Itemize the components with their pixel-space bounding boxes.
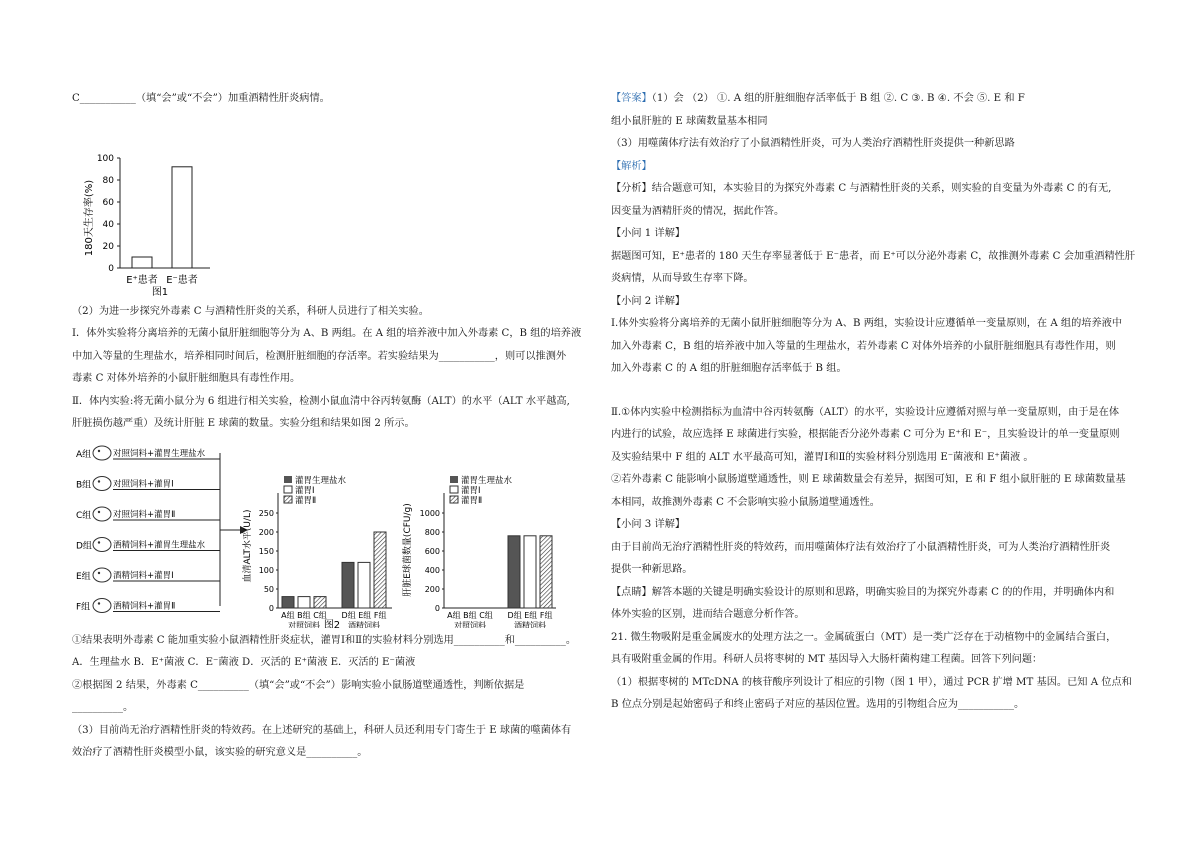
question-line: 效治疗了酒精性肝炎模型小鼠，该实验的研究意义是__________。 bbox=[72, 747, 368, 758]
tick-label: 100 bbox=[258, 565, 274, 575]
group-label: E组 bbox=[76, 571, 91, 582]
mouse-eye-icon bbox=[98, 480, 100, 482]
question-line: 肝脏损伤越严重）及统计肝脏 E 球菌的数量。实验分组和结果如图 2 所示。 bbox=[72, 418, 415, 429]
comment-line bbox=[611, 582, 1139, 605]
legend-label-saline: 灌胃生理盐水 bbox=[461, 475, 513, 486]
mouse-icon bbox=[93, 446, 111, 460]
tick-label: 0 bbox=[434, 603, 440, 613]
group-label: A组 bbox=[76, 449, 92, 460]
mouse-eye-icon bbox=[98, 602, 100, 604]
group-treatment: 对照饲料+灌胃Ⅱ bbox=[113, 509, 176, 520]
analysis-line: 【分析】结合题意可知，本实验目的为探究外毒素 C 与酒精性肝炎的关系，则实验的自变量为外毒素 C 的有无, bbox=[611, 183, 1112, 194]
left-column bbox=[72, 88, 597, 765]
analysis-line: 及实验结果中 F 组的 ALT 水平最高可知，灌胃Ⅰ和Ⅱ的实验材料分别选用 E⁻菌液和 E⁺菌液 。 bbox=[611, 451, 1034, 463]
figure-2-caption: 图2 bbox=[323, 619, 341, 628]
question-line: ①结果表明外毒素 C 能加重实验小鼠酒精性肝炎症状，灌胃Ⅰ和Ⅱ的实验材料分别选用__________和__________。 bbox=[72, 634, 577, 646]
answer-line bbox=[611, 88, 1139, 111]
figure-1-ylabel: 180天生存率(%) bbox=[84, 179, 95, 256]
figure-1-bar bbox=[132, 257, 152, 268]
tick-label: 800 bbox=[424, 527, 440, 537]
alt-xgrp-1: 对照饲料 bbox=[288, 620, 320, 628]
question-line: ②根据图 2 结果，外毒素 C__________（填“会”或“不会”）影响实验小鼠肠道壁通透性，判断依据是 bbox=[72, 679, 525, 691]
figure-2-bar bbox=[524, 535, 536, 607]
figure-2-bar bbox=[540, 535, 552, 607]
group-treatment: 酒精饲料+灌胃Ⅰ bbox=[113, 570, 174, 581]
question-line: 中加入等量的生理盐水，培养相同时间后，检测肝脏细胞的存活率。若实验结果为___________，则可以推测外 bbox=[72, 350, 567, 362]
group-treatment: 对照饲料+灌胃生理盐水 bbox=[113, 448, 206, 459]
question-line: I．体外实验将分离培养的无菌小鼠肝脏细胞等分为 A、B 两组。在 A 组的培养液中加入外毒素 C，B 组的培养液 bbox=[72, 328, 582, 339]
question-line: （3）目前尚无治疗酒精性肝炎的特效药。在上述研究的基础上，科研人员还利用专门寄生于 E 球菌的噬菌体有 bbox=[72, 724, 572, 736]
figure-2-bar bbox=[374, 532, 386, 608]
analysis-line: 由于目前尚无治疗酒精性肝炎的特效药，而用噬菌体疗法有效治疗了小鼠酒精性肝炎，可为人类治疗酒精性肝炎 bbox=[611, 541, 1111, 553]
comment-text: 解答本题的关键是明确实验设计的原则和思路，明确实验目的为探究外毒素 C 的的作用，并明确体内和 bbox=[651, 586, 1115, 598]
mouse-eye-icon bbox=[98, 510, 100, 512]
question-line: 毒素 C 对体外培养的小鼠肝脏细胞具有毒性作用。 bbox=[72, 373, 301, 384]
analysis-line: ②若外毒素 C 能影响小鼠肠道壁通透性，则 E 球菌数量会有差异，据图可知，E 和 F 组小鼠肝脏的 E 球菌数量基 bbox=[611, 474, 1126, 485]
legend-swatch-saline bbox=[450, 476, 458, 483]
e-legend bbox=[450, 475, 513, 506]
analysis-line: 本相同，故推测外毒素 C 不会影响实验小鼠肠道壁通透性。 bbox=[611, 496, 880, 508]
legend-swatch-saline bbox=[284, 476, 292, 483]
group-treatment: 对照饲料+灌胃Ⅰ bbox=[113, 479, 174, 489]
tick-label: 0 bbox=[268, 603, 274, 613]
analysis-line: 提供一种新思路。 bbox=[611, 564, 693, 575]
tick-label: 200 bbox=[424, 584, 440, 594]
figure-1-tick-label: 100 bbox=[96, 153, 114, 164]
figure-1-tick-label: 60 bbox=[102, 197, 114, 208]
mouse-eye-icon bbox=[98, 571, 100, 573]
figure-2-alt-ylabel: 血清ALT水平(U/L) bbox=[243, 508, 253, 583]
alt-xgrp-2: 酒精饲料 bbox=[348, 620, 380, 628]
question-line: C___________（填“会”或“不会”）加重酒精性肝炎病情。 bbox=[72, 93, 330, 104]
group-label: C组 bbox=[76, 510, 92, 521]
answer-tag: 【答案】 bbox=[611, 93, 652, 104]
question-line: Ⅱ．体内实验:将无菌小鼠分为 6 组进行相关实验，检测小鼠血清中谷丙转氨酶（ALT）的水平（ALT 水平越高, bbox=[72, 395, 570, 407]
legend-swatch-I bbox=[450, 486, 458, 493]
tick-label: 50 bbox=[263, 584, 274, 594]
legend-label-saline: 灌胃生理盐水 bbox=[295, 475, 347, 486]
analysis-line: 因变量为酒精肝炎的情况，据此作答。 bbox=[611, 205, 785, 217]
legend-swatch-II bbox=[450, 496, 458, 503]
figure-2-bar bbox=[342, 562, 354, 608]
figure-1-chart bbox=[72, 113, 272, 301]
figure-2-diagram bbox=[72, 438, 592, 628]
comment-tag: 【点睛】 bbox=[611, 586, 652, 598]
figure-1-caption: 图1 bbox=[151, 286, 169, 298]
figure-2-e-ylabel: 肝脏E球菌数量(CFU/g) bbox=[403, 502, 413, 597]
figure-2-bar bbox=[358, 562, 370, 608]
right-column bbox=[611, 88, 1139, 717]
analysis-tag: 【解析】 bbox=[611, 160, 652, 172]
analysis-line: 内进行的试验，故应选择 E 球菌进行实验，根据能否分泌外毒素 C 可分为 E⁺和 E⁻，且实验设计的单一变量原则 bbox=[611, 429, 1120, 440]
analysis-line: 加入外毒素 C，B 组的培养液中加入等量的生理盐水，若外毒素 C 对体外培养的小鼠肝脏细胞具有毒性作用，则 bbox=[611, 340, 1116, 352]
figure-1-tick-label: 0 bbox=[108, 263, 114, 274]
legend-label-I: 灌胃Ⅰ bbox=[295, 485, 315, 496]
group-treatment: 酒精饲料+灌胃生理盐水 bbox=[113, 540, 206, 550]
analysis-line: 据题图可知，E⁺患者的 180 天生存率显著低于 E⁻患者，而 E⁺可以分泌外毒素 C，故推测外毒素 C 会加重酒精性肝 bbox=[611, 250, 1136, 262]
tick-label: 600 bbox=[424, 546, 440, 556]
analysis-line: Ⅰ.体外实验将分离培养的无菌小鼠肝脏细胞等分为 A、B 两组，实验设计应遵循单一变量原则，在 A 组的培养液中 bbox=[611, 318, 1123, 329]
alt-xcat-2: D组 E组 F组 bbox=[341, 610, 387, 620]
legend-swatch-II bbox=[284, 496, 292, 503]
question-line: 具有吸附重金属的作用。科研人员将枣树的 MT 基因导入大肠杆菌构建工程菌。回答下列问题： bbox=[611, 654, 1043, 665]
section-heading: 【小问 2 详解】 bbox=[611, 295, 686, 307]
legend-swatch-I bbox=[284, 486, 292, 493]
tick-label: 150 bbox=[258, 546, 274, 556]
e-xcat-2: D组 E组 F组 bbox=[507, 610, 553, 620]
tick-label: 400 bbox=[424, 565, 440, 575]
answer-text: （1）会 （2） ①. A 组的肝脏细胞存活率低于 B 组 ②. C ③. B ④. 不会 ⑤. E 和 F bbox=[651, 93, 1025, 104]
e-xgrp-1: 对照饲料 bbox=[454, 620, 486, 628]
figure-1 bbox=[72, 113, 272, 301]
group-label: B组 bbox=[76, 480, 92, 490]
question-line: 21. 微生物吸附是重金属废水的处理方法之一。金属硫蛋白（MT）是一类广泛存在于动植物中的金属结合蛋白， bbox=[611, 631, 1117, 643]
figure-1-tick-label: 20 bbox=[102, 241, 114, 252]
mouse-icon bbox=[93, 507, 111, 521]
analysis-line: 炎病情，从而导致生存率下降。 bbox=[611, 273, 754, 284]
figure-1-category-1: E⁺患者 bbox=[126, 274, 158, 286]
figure-1-category-2: E⁻患者 bbox=[166, 274, 198, 286]
question-line: （1）根据枣树的 MTcDNA 的核苷酸序列设计了相应的引物（图 1 甲），通过 PCR 扩增 MT 基因。已知 A 位点和 bbox=[611, 676, 1132, 688]
figure-2 bbox=[72, 438, 592, 628]
legend-label-I: 灌胃Ⅰ bbox=[461, 485, 481, 496]
mouse-icon bbox=[93, 476, 111, 490]
mouse-icon bbox=[93, 598, 111, 612]
analysis-line: 加入外毒素 C 的 A 组的肝脏细胞存活率低于 B 组。 bbox=[611, 363, 847, 374]
figure-2-bar bbox=[282, 596, 294, 607]
tick-label: 1000 bbox=[419, 508, 440, 518]
question-line: __________。 bbox=[72, 702, 134, 713]
figure-2-bar bbox=[298, 596, 310, 607]
section-heading: 【小问 1 详解】 bbox=[611, 228, 686, 239]
group-label: D组 bbox=[76, 541, 92, 551]
tick-label: 200 bbox=[258, 527, 274, 537]
figure-1-bar bbox=[172, 166, 192, 267]
question-line: B 位点分别是起始密码子和终止密码子对应的基因位置。选用的引物组合应为___________。 bbox=[611, 699, 1025, 710]
group-label: F组 bbox=[76, 602, 91, 612]
mouse-eye-icon bbox=[98, 449, 100, 451]
alt-xcat-1: A组 B组 C组 bbox=[281, 610, 327, 620]
question-options: A．生理盐水 B．E⁺菌液 C．E⁻菌液 D．灭活的 E⁺菌液 E．灭活的 E⁻菌液 bbox=[72, 657, 416, 668]
mouse-eye-icon bbox=[98, 541, 100, 543]
mouse-icon bbox=[93, 537, 111, 551]
e-xgrp-2: 酒精饲料 bbox=[514, 620, 546, 628]
section-heading: 【小问 3 详解】 bbox=[611, 519, 686, 530]
legend-label-II: 灌胃Ⅱ bbox=[461, 495, 483, 506]
figure-1-tick-label: 40 bbox=[102, 219, 114, 230]
figure-1-tick-label: 80 bbox=[102, 175, 114, 186]
answer-line: 组小鼠肝脏的 E 球菌数量基本相同 bbox=[611, 115, 768, 127]
figure-2-bar bbox=[314, 596, 326, 607]
tick-label: 250 bbox=[258, 508, 274, 518]
analysis-line: Ⅱ.①体内实验中检测指标为血清中谷丙转氨酶（ALT）的水平，实验设计应遵循对照与单一变量原则，由于是在体 bbox=[611, 406, 1120, 418]
mouse-icon bbox=[93, 568, 111, 582]
question-line: （2）为进一步探究外毒素 C 与酒精性肝炎的关系，科研人员进行了相关实验。 bbox=[72, 305, 429, 317]
answer-line: （3）用噬菌体疗法有效治疗了小鼠酒精性肝炎，可为人类治疗酒精性肝炎提供一种新思路 bbox=[611, 138, 1015, 149]
e-xcat-1: A组 B组 C组 bbox=[447, 610, 493, 620]
alt-legend bbox=[284, 475, 347, 506]
figure-2-bar bbox=[508, 535, 520, 607]
group-treatment: 酒精饲料+灌胃Ⅱ bbox=[113, 601, 176, 611]
comment-line: 体外实验的区别，进而结合题意分析作答。 bbox=[611, 609, 805, 620]
legend-label-II: 灌胃Ⅱ bbox=[295, 495, 317, 506]
